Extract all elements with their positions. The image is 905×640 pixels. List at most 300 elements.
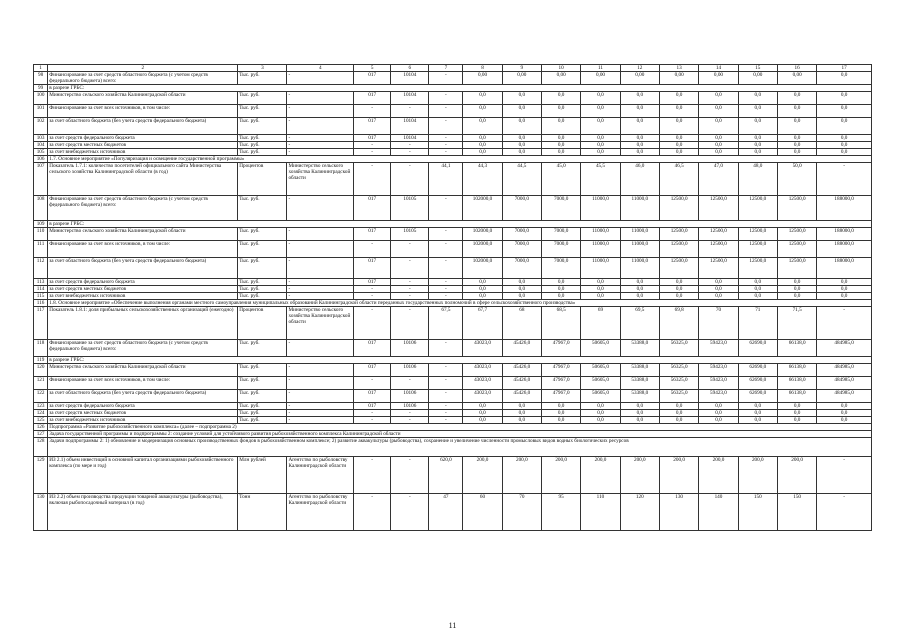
value-cell: 43023,0 bbox=[463, 364, 502, 377]
value-cell: 7000,0 bbox=[502, 241, 541, 258]
value-cell: 68,5 bbox=[541, 307, 580, 340]
unit-cell: Тыс. руб. bbox=[238, 241, 287, 258]
value-cell: 53388,0 bbox=[620, 340, 659, 357]
row-description: за счет областного бюджета (без учета средств федерального бюджета) bbox=[48, 118, 238, 135]
value-cell: 10106 bbox=[391, 364, 429, 377]
value-cell: 0,0 bbox=[738, 92, 777, 105]
value-cell: 0,0 bbox=[620, 118, 659, 135]
value-cell: 67,5 bbox=[429, 307, 463, 340]
value-cell: - bbox=[429, 403, 463, 410]
unit-cell: Млн рублей bbox=[238, 457, 287, 494]
value-cell: 150 bbox=[777, 494, 816, 531]
row-number: 103 bbox=[34, 135, 48, 142]
value-cell: 0,00 bbox=[502, 72, 541, 85]
value-cell: 200,0 bbox=[699, 457, 738, 494]
row-number: 116 bbox=[34, 300, 48, 307]
value-cell: - bbox=[429, 293, 463, 300]
value-cell: 0,0 bbox=[620, 149, 659, 156]
value-cell: 0,0 bbox=[581, 417, 620, 424]
value-cell: 0,0 bbox=[581, 410, 620, 417]
value-cell: 017 bbox=[354, 196, 391, 221]
column-number: 12 bbox=[620, 65, 659, 72]
value-cell: 0,0 bbox=[777, 92, 816, 105]
value-cell: 0,0 bbox=[581, 142, 620, 149]
value-cell: 0,0 bbox=[463, 118, 502, 135]
table-row bbox=[34, 431, 872, 438]
value-cell: 69 bbox=[581, 307, 620, 340]
value-cell: - bbox=[817, 494, 872, 531]
value-cell: - bbox=[391, 417, 429, 424]
value-cell: 46,0 bbox=[620, 163, 659, 196]
value-cell: 0,0 bbox=[699, 142, 738, 149]
value-cell: 0,0 bbox=[738, 142, 777, 149]
value-cell: 0,0 bbox=[463, 105, 502, 118]
value-cell: 0,0 bbox=[817, 72, 872, 85]
value-cell: 0,0 bbox=[620, 92, 659, 105]
value-cell: 188000,0 bbox=[817, 241, 872, 258]
value-cell: 0,0 bbox=[620, 135, 659, 142]
unit-cell: Тыс. руб. bbox=[238, 258, 287, 279]
value-cell: 0,0 bbox=[817, 105, 872, 118]
page-number: 11 bbox=[448, 621, 457, 630]
value-cell: 017 bbox=[354, 92, 391, 105]
value-cell: 70 bbox=[699, 307, 738, 340]
value-cell: 0,0 bbox=[817, 417, 872, 424]
value-cell: 0,0 bbox=[581, 105, 620, 118]
row-number: 107 bbox=[34, 163, 48, 196]
value-cell: 95 bbox=[541, 494, 580, 531]
column-number: 9 bbox=[502, 65, 541, 72]
value-cell: 0,00 bbox=[738, 72, 777, 85]
value-cell: 200,0 bbox=[777, 457, 816, 494]
value-cell: 0,00 bbox=[581, 72, 620, 85]
responsible-cell: - bbox=[287, 228, 354, 241]
value-cell: 0,0 bbox=[699, 417, 738, 424]
value-cell: - bbox=[391, 258, 429, 279]
value-cell: 0,0 bbox=[659, 417, 698, 424]
unit-cell: Тыс. руб. bbox=[238, 92, 287, 105]
value-cell: 017 bbox=[354, 258, 391, 279]
value-cell: 10106 bbox=[391, 340, 429, 357]
value-cell: 0,0 bbox=[659, 293, 698, 300]
value-cell: - bbox=[429, 118, 463, 135]
value-cell: 43023,0 bbox=[463, 340, 502, 357]
value-cell: 188000,0 bbox=[817, 196, 872, 221]
responsible-cell: Агентство по рыболовству Калининградской области bbox=[287, 494, 354, 531]
table-row bbox=[34, 142, 872, 149]
value-cell: 0,0 bbox=[777, 410, 816, 417]
row-description: Показатель 1.8.1: доля прибыльных сельскохозяйственных организаций (ежегодно) bbox=[48, 307, 238, 340]
unit-cell: Тыс. руб. bbox=[238, 142, 287, 149]
section-heading: Задача государственной программы и подпрограммы 2: создание условий для устойчивого развития рыбохозяйственного комплекса Калининградской области bbox=[48, 431, 872, 438]
row-description: Министерство сельского хозяйства Калининградской области bbox=[48, 364, 238, 377]
value-cell: 62690,0 bbox=[738, 364, 777, 377]
row-description: Финансирование за счет всех источников, в том числе: bbox=[48, 241, 238, 258]
value-cell: 0,0 bbox=[463, 135, 502, 142]
value-cell: 0,00 bbox=[777, 72, 816, 85]
value-cell: 0,0 bbox=[502, 403, 541, 410]
unit-cell: Тыс. руб. bbox=[238, 286, 287, 293]
value-cell: 44,3 bbox=[463, 163, 502, 196]
value-cell: 69,8 bbox=[659, 307, 698, 340]
value-cell: 0,0 bbox=[817, 118, 872, 135]
value-cell: 0,0 bbox=[463, 410, 502, 417]
value-cell: 68 bbox=[502, 307, 541, 340]
column-number: 3 bbox=[238, 65, 287, 72]
value-cell: 0,0 bbox=[738, 105, 777, 118]
table-row bbox=[34, 438, 872, 457]
value-cell: - bbox=[391, 457, 429, 494]
unit-cell: Тонн bbox=[238, 494, 287, 531]
value-cell: - bbox=[817, 307, 872, 340]
value-cell: 140 bbox=[699, 494, 738, 531]
value-cell: 017 bbox=[354, 390, 391, 403]
row-description: за счет средств местных бюджетов bbox=[48, 142, 238, 149]
responsible-cell: Агентство по рыболовству Калининградской области bbox=[287, 457, 354, 494]
row-number: 106 bbox=[34, 156, 48, 163]
value-cell: 0,0 bbox=[463, 92, 502, 105]
unit-cell: Тыс. руб. bbox=[238, 364, 287, 377]
value-cell: - bbox=[429, 149, 463, 156]
value-cell: 0,0 bbox=[699, 410, 738, 417]
value-cell: 0,0 bbox=[738, 118, 777, 135]
value-cell: 0,0 bbox=[659, 118, 698, 135]
row-number: 104 bbox=[34, 142, 48, 149]
value-cell: 0,0 bbox=[777, 105, 816, 118]
value-cell: 70 bbox=[502, 494, 541, 531]
column-number: 13 bbox=[659, 65, 698, 72]
value-cell: 200,0 bbox=[620, 457, 659, 494]
row-number: 120 bbox=[34, 364, 48, 377]
unit-cell: Тыс. руб. bbox=[238, 149, 287, 156]
row-number: 108 bbox=[34, 196, 48, 221]
value-cell: - bbox=[429, 228, 463, 241]
value-cell: 0,0 bbox=[541, 149, 580, 156]
value-cell: 0,0 bbox=[463, 149, 502, 156]
value-cell: - bbox=[429, 135, 463, 142]
value-cell: 0,0 bbox=[502, 149, 541, 156]
row-description: за счет внебюджетных источников bbox=[48, 149, 238, 156]
value-cell: 0,0 bbox=[738, 293, 777, 300]
value-cell: - bbox=[429, 286, 463, 293]
table-row bbox=[34, 105, 872, 118]
unit-cell: Процентов bbox=[238, 307, 287, 340]
value-cell: 45426,0 bbox=[502, 377, 541, 390]
value-cell: 200,0 bbox=[659, 457, 698, 494]
responsible-cell: - bbox=[287, 135, 354, 142]
value-cell: 0,0 bbox=[659, 135, 698, 142]
value-cell: 59423,0 bbox=[699, 340, 738, 357]
value-cell: 0,0 bbox=[581, 279, 620, 286]
value-cell: - bbox=[429, 72, 463, 85]
value-cell: 0,0 bbox=[817, 410, 872, 417]
value-cell: - bbox=[391, 293, 429, 300]
value-cell: 44,5 bbox=[502, 163, 541, 196]
value-cell: - bbox=[429, 340, 463, 357]
row-description: за счет внебюджетных источников bbox=[48, 417, 238, 424]
value-cell: 0,0 bbox=[502, 417, 541, 424]
value-cell: 48,0 bbox=[738, 163, 777, 196]
responsible-cell: - bbox=[287, 293, 354, 300]
responsible-cell: - bbox=[287, 364, 354, 377]
value-cell: - bbox=[391, 377, 429, 390]
row-number: 110 bbox=[34, 228, 48, 241]
value-cell: 102000,0 bbox=[463, 228, 502, 241]
value-cell: 50605,0 bbox=[581, 377, 620, 390]
column-number-row bbox=[34, 65, 872, 72]
responsible-cell: - bbox=[287, 92, 354, 105]
column-number: 15 bbox=[738, 65, 777, 72]
value-cell: - bbox=[391, 241, 429, 258]
value-cell: 50,0 bbox=[777, 163, 816, 196]
table-row bbox=[34, 457, 872, 494]
table-row bbox=[34, 307, 872, 340]
row-description: Финансирование за счет всех источников, в том числе: bbox=[48, 377, 238, 390]
value-cell: 0,0 bbox=[777, 135, 816, 142]
value-cell: 484985,0 bbox=[817, 340, 872, 357]
row-number: 101 bbox=[34, 105, 48, 118]
value-cell: 017 bbox=[354, 364, 391, 377]
value-cell: 10104 bbox=[391, 92, 429, 105]
value-cell: 0,0 bbox=[777, 142, 816, 149]
row-number: 119 bbox=[34, 357, 48, 364]
value-cell: - bbox=[391, 307, 429, 340]
value-cell: 12500,0 bbox=[738, 196, 777, 221]
row-description: за счет средств федерального бюджета bbox=[48, 135, 238, 142]
value-cell: 0,0 bbox=[541, 286, 580, 293]
responsible-cell: - bbox=[287, 105, 354, 118]
value-cell: 0,0 bbox=[738, 417, 777, 424]
value-cell: - bbox=[354, 149, 391, 156]
value-cell: - bbox=[391, 142, 429, 149]
value-cell: - bbox=[817, 457, 872, 494]
value-cell: - bbox=[429, 258, 463, 279]
value-cell: 10104 bbox=[391, 72, 429, 85]
value-cell: 59423,0 bbox=[699, 390, 738, 403]
table-row bbox=[34, 163, 872, 196]
value-cell: 12500,0 bbox=[699, 196, 738, 221]
table-row bbox=[34, 357, 872, 364]
row-description: за счет областного бюджета (без учета средств федерального бюджета) bbox=[48, 258, 238, 279]
unit-cell: Тыс. руб. bbox=[238, 118, 287, 135]
value-cell: 0,0 bbox=[699, 149, 738, 156]
value-cell: 7000,0 bbox=[502, 196, 541, 221]
responsible-cell: - bbox=[287, 410, 354, 417]
value-cell: - bbox=[817, 163, 872, 196]
value-cell: 0,00 bbox=[620, 72, 659, 85]
responsible-cell: - bbox=[287, 241, 354, 258]
table-row bbox=[34, 228, 872, 241]
value-cell: - bbox=[391, 149, 429, 156]
value-cell: 0,0 bbox=[817, 92, 872, 105]
value-cell: 47967,0 bbox=[541, 364, 580, 377]
value-cell: 0,0 bbox=[502, 279, 541, 286]
value-cell: 67,7 bbox=[463, 307, 502, 340]
row-number: 122 bbox=[34, 390, 48, 403]
value-cell: 59423,0 bbox=[699, 364, 738, 377]
value-cell: 46,5 bbox=[659, 163, 698, 196]
value-cell: 0,00 bbox=[699, 72, 738, 85]
table-row bbox=[34, 221, 872, 228]
table-row bbox=[34, 156, 872, 163]
value-cell: 11000,0 bbox=[581, 196, 620, 221]
value-cell: 0,0 bbox=[502, 92, 541, 105]
column-number: 6 bbox=[391, 65, 429, 72]
value-cell: 0,0 bbox=[777, 293, 816, 300]
value-cell: 0,0 bbox=[659, 142, 698, 149]
value-cell: 102000,0 bbox=[463, 258, 502, 279]
table-row bbox=[34, 135, 872, 142]
value-cell: 017 bbox=[354, 72, 391, 85]
value-cell: 0,0 bbox=[659, 279, 698, 286]
unit-cell: Тыс. руб. bbox=[238, 72, 287, 85]
section-heading: в разрезе ГРБС: bbox=[48, 357, 872, 364]
value-cell: 0,0 bbox=[738, 149, 777, 156]
value-cell: - bbox=[429, 279, 463, 286]
row-number: 109 bbox=[34, 221, 48, 228]
column-number: 11 bbox=[581, 65, 620, 72]
value-cell: 200,0 bbox=[463, 457, 502, 494]
value-cell: 12500,0 bbox=[659, 241, 698, 258]
value-cell: 0,0 bbox=[738, 279, 777, 286]
value-cell: - bbox=[391, 410, 429, 417]
value-cell: 017 bbox=[354, 135, 391, 142]
row-number: 114 bbox=[34, 286, 48, 293]
responsible-cell: - bbox=[287, 279, 354, 286]
value-cell: 45,5 bbox=[581, 163, 620, 196]
value-cell: 0,0 bbox=[699, 135, 738, 142]
value-cell: 0,0 bbox=[659, 403, 698, 410]
section-heading: 1.7. Основное мероприятие «Популяризация и освещение государственной программы» bbox=[48, 156, 872, 163]
value-cell: - bbox=[429, 364, 463, 377]
value-cell: 200,0 bbox=[738, 457, 777, 494]
value-cell: 0,0 bbox=[659, 410, 698, 417]
section-heading: в разрезе ГРБС: bbox=[48, 221, 872, 228]
column-number: 10 bbox=[541, 65, 580, 72]
value-cell: 7000,0 bbox=[541, 228, 580, 241]
value-cell: - bbox=[429, 410, 463, 417]
row-number: 98 bbox=[34, 72, 48, 85]
value-cell: 66138,0 bbox=[777, 364, 816, 377]
value-cell: 11000,0 bbox=[620, 241, 659, 258]
unit-cell: Тыс. руб. bbox=[238, 135, 287, 142]
unit-cell: Тыс. руб. bbox=[238, 390, 287, 403]
unit-cell: Тыс. руб. bbox=[238, 279, 287, 286]
value-cell: 62690,0 bbox=[738, 340, 777, 357]
value-cell: 0,00 bbox=[659, 72, 698, 85]
value-cell: 0,0 bbox=[699, 279, 738, 286]
table-row bbox=[34, 293, 872, 300]
value-cell: 0,0 bbox=[659, 92, 698, 105]
row-number: 128 bbox=[34, 438, 48, 457]
value-cell: 110 bbox=[581, 494, 620, 531]
responsible-cell: - bbox=[287, 390, 354, 403]
value-cell: 0,0 bbox=[502, 118, 541, 135]
value-cell: 0,0 bbox=[541, 135, 580, 142]
value-cell: 200,0 bbox=[541, 457, 580, 494]
value-cell: 62690,0 bbox=[738, 390, 777, 403]
value-cell: 0,0 bbox=[463, 403, 502, 410]
value-cell: - bbox=[354, 494, 391, 531]
value-cell: 102000,0 bbox=[463, 241, 502, 258]
value-cell: 0,0 bbox=[659, 286, 698, 293]
section-heading: в разрезе ГРБС: bbox=[48, 85, 872, 92]
responsible-cell: - bbox=[287, 149, 354, 156]
row-description: за счет средств местных бюджетов bbox=[48, 410, 238, 417]
value-cell: - bbox=[354, 457, 391, 494]
value-cell: 102000,0 bbox=[463, 196, 502, 221]
value-cell: 7000,0 bbox=[502, 258, 541, 279]
value-cell: 017 bbox=[354, 279, 391, 286]
row-number: 100 bbox=[34, 92, 48, 105]
value-cell: 53388,0 bbox=[620, 377, 659, 390]
value-cell: 484985,0 bbox=[817, 377, 872, 390]
row-description: ИЗ 2.1) объем инвестиций в основной капитал организациями рыбохозяйственного комплекса (по мере и год) bbox=[48, 457, 238, 494]
value-cell: 0,0 bbox=[738, 135, 777, 142]
table-row bbox=[34, 72, 872, 85]
value-cell: 11000,0 bbox=[620, 196, 659, 221]
unit-cell: Тыс. руб. bbox=[238, 228, 287, 241]
value-cell: 0,0 bbox=[541, 293, 580, 300]
value-cell: 0,0 bbox=[777, 286, 816, 293]
value-cell: 11000,0 bbox=[620, 228, 659, 241]
value-cell: 200,0 bbox=[581, 457, 620, 494]
value-cell: 0,0 bbox=[777, 403, 816, 410]
value-cell: - bbox=[429, 390, 463, 403]
value-cell: - bbox=[354, 241, 391, 258]
table-row bbox=[34, 377, 872, 390]
responsible-cell: - bbox=[287, 403, 354, 410]
value-cell: 017 bbox=[354, 403, 391, 410]
value-cell: - bbox=[429, 92, 463, 105]
table-row bbox=[34, 494, 872, 531]
unit-cell: Тыс. руб. bbox=[238, 196, 287, 221]
value-cell: 0,0 bbox=[620, 286, 659, 293]
value-cell: 017 bbox=[354, 340, 391, 357]
responsible-cell: - bbox=[287, 118, 354, 135]
value-cell: 0,0 bbox=[777, 279, 816, 286]
value-cell: 0,0 bbox=[817, 279, 872, 286]
value-cell: 0,0 bbox=[699, 286, 738, 293]
value-cell: 12500,0 bbox=[777, 196, 816, 221]
responsible-cell: Министерство сельского хозяйства Калининградской области bbox=[287, 307, 354, 340]
value-cell: 47967,0 bbox=[541, 390, 580, 403]
value-cell: 0,0 bbox=[620, 403, 659, 410]
table-row bbox=[34, 424, 872, 431]
value-cell: 69,5 bbox=[620, 307, 659, 340]
value-cell: 66138,0 bbox=[777, 390, 816, 403]
value-cell: 53388,0 bbox=[620, 364, 659, 377]
column-number: 16 bbox=[777, 65, 816, 72]
value-cell: 0,0 bbox=[581, 92, 620, 105]
value-cell: 0,0 bbox=[699, 105, 738, 118]
row-number: 127 bbox=[34, 431, 48, 438]
value-cell: 47967,0 bbox=[541, 377, 580, 390]
responsible-cell: - bbox=[287, 417, 354, 424]
responsible-cell: - bbox=[287, 377, 354, 390]
value-cell: 11000,0 bbox=[620, 258, 659, 279]
row-description: Финансирование за счет средств областного бюджета (с учетом средств федерального бюджета) всего: bbox=[48, 340, 238, 357]
row-number: 113 bbox=[34, 279, 48, 286]
value-cell: 0,0 bbox=[738, 410, 777, 417]
value-cell: 12500,0 bbox=[659, 196, 698, 221]
value-cell: 200,0 bbox=[502, 457, 541, 494]
value-cell: 53388,0 bbox=[620, 390, 659, 403]
unit-cell: Тыс. руб. bbox=[238, 340, 287, 357]
row-number: 121 bbox=[34, 377, 48, 390]
value-cell: 10106 bbox=[391, 403, 429, 410]
value-cell: 0,0 bbox=[463, 279, 502, 286]
